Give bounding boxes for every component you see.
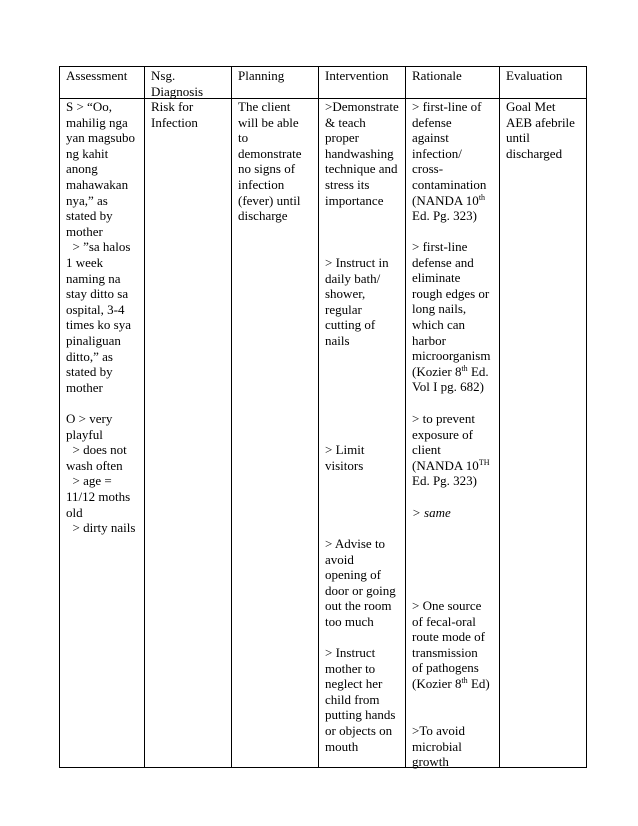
- rationale-first-line: > first-line of defense against infection/ cross- contamination (NANDA 10th Ed. Pg. 323): [412, 99, 487, 224]
- header-assessment: Assessment: [66, 68, 128, 83]
- assessment-subjective: S > “Oo, mahilig nga yan magsubo ng kahit anong mahawakan nya,” as stated by mother > ”sa halos 1 week naming na stay ditto sa ospital, 3-4 times ko sya pinaliguan ditto,” as stated by mother: [66, 99, 135, 395]
- intervention-handwashing: >Demonstrate & teach proper handwashing technique and stress its importance: [325, 99, 399, 208]
- care-plan-table: [59, 66, 587, 768]
- column-divider: [499, 67, 500, 767]
- assessment-objective: O > very playful > does not wash often > age = 11/12 moths old > dirty nails: [66, 411, 136, 536]
- rationale-nails: > first-line defense and eliminate rough edges or long nails, which can harbor microorganism (Kozier 8th Ed. Vol I pg. 682): [412, 239, 491, 395]
- header-intervention: Intervention: [325, 68, 389, 83]
- evaluation-result: Goal Met AEB afebrile until discharged: [506, 99, 575, 161]
- rationale-prevent-exposure: > to prevent exposure of client (NANDA 10TH Ed. Pg. 323): [412, 411, 490, 489]
- intervention-instruct-mother: > Instruct mother to neglect her child from putting hands or objects on mouth: [325, 645, 396, 754]
- rationale-same: > same: [412, 505, 451, 520]
- rationale-microbial-growth: >To avoid microbial growth: [412, 723, 465, 770]
- header-evaluation: Evaluation: [506, 68, 563, 83]
- column-divider: [144, 67, 145, 767]
- intervention-limit-visitors: > Limit visitors: [325, 442, 365, 473]
- intervention-daily-bath: > Instruct in daily bath/ shower, regular cutting of nails: [325, 255, 389, 348]
- header-planning: Planning: [238, 68, 285, 83]
- header-rationale: Rationale: [412, 68, 462, 83]
- header-diagnosis: Nsg. Diagnosis: [151, 68, 203, 99]
- column-divider: [405, 67, 406, 767]
- planning-goal: The client will be able to demonstrate no signs of infection (fever) until discharge: [238, 99, 302, 224]
- rationale-fecal-oral: > One source of fecal-oral route mode of transmission of pathogens (Kozier 8th Ed): [412, 598, 490, 691]
- nursing-diagnosis: Risk for Infection: [151, 99, 198, 130]
- intervention-avoid-door: > Advise to avoid opening of door or going out the room too much: [325, 536, 396, 629]
- column-divider: [318, 67, 319, 767]
- column-divider: [231, 67, 232, 767]
